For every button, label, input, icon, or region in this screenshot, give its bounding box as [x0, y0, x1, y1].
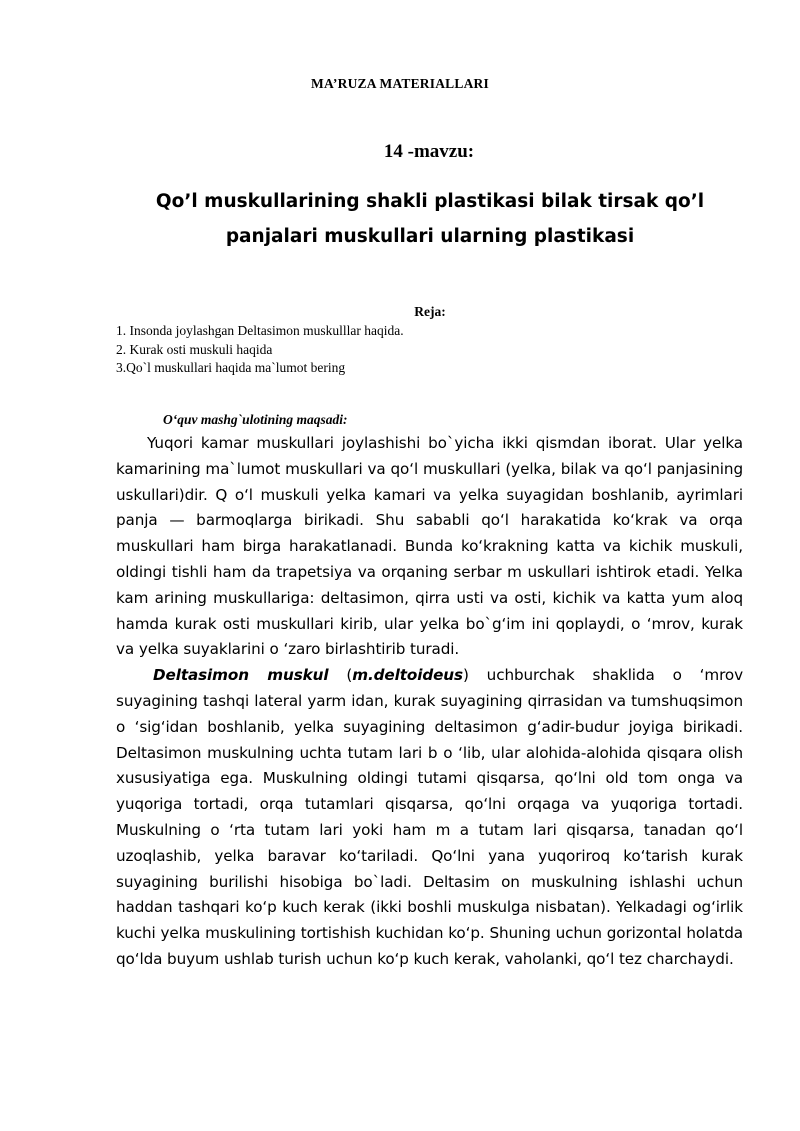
body-paragraph-1: Yuqori kamar muskullari joylashishi bo`yicha ikki qismdan iborat. Ular yelka kamarining ma`lumot muskullari va qo‘l muskullari (yelka, bilak va qo‘l panjasining uskullari)dir. Q o‘l muskuli yelka kamari va yelka suyagidan boshlanib, ayrimlari panja — barmoqlarga birikadi. Shu sababli qo‘l harakatida ko‘krak va orqa muskullari ham birga harakatlanadi. Bunda ko‘krakning katta va kichik muskuli, oldingi tishli ham da trapetsiya va orqaning serbar m uskullari ishtirok etadi. Yelka kam arining muskullariga: deltasimon, qirra usti va osti, kichik va katta yum aloq hamda kurak osti muskullari kirib, ular yelka bo`g‘im ini qoplaydi, o ‘mrov, kurak va yelka suyaklarini o ‘zaro birlashtirib turadi.: [116, 434, 743, 659]
paren-open: (: [328, 666, 353, 685]
body-paragraph-2: [116, 663, 743, 973]
term-deltoid-muscle: Deltasimon muskul: [153, 666, 329, 685]
plan-item: 2. Kurak osti muskuli haqida: [116, 341, 273, 357]
plan-item: 1. Insonda joylashgan Deltasimon muskulllar haqida.: [116, 323, 404, 338]
latin-term: m.deltoideus: [352, 666, 463, 685]
topic-number: 14 -mavzu:: [383, 141, 475, 162]
document-header: MA’RUZA MATERIALLARI: [311, 76, 489, 91]
paragraph-2-text: ) uchburchak shaklida o ‘mrov suyagining tashqi lateral yarm idan, kurak suyagining qirrasidan va tumshuqsimon o ‘sig‘idan boshlanib, yelka suyagining deltasimon g‘adir-budur joyiga birikadi. Deltasimon muskulning uchta tutam lari b o ‘lib, ular alohida-alohida qisqara olish xususiyatiga ega. Muskulning oldingi tutami qisqarsa, qo‘lni old tom onga va yuqoriga tortadi, orqa tutamlari qisqarsa, qo‘lni orqaga va yuqoriga tortadi. Muskulning o ‘rta tutam lari yoki ham m a tutam lari qisqarsa, tanadan qo‘l uzoqlashib, yelka baravar ko‘tariladi. Qo‘lni yana yuqoriroq ko‘tarish kurak suyagining burilishi hisobiga bo`ladi. Deltasim on muskulning ishlashi uchun haddan tashqari ko‘p kuch kerak (ikki boshli muskulga nisbatan). Yelkadagi og‘irlik kuchi yelka muskulining tortishish kuchidan ko‘p. Shuning uchun gorizontal holatda qo‘lda buyum ushlab turish uchun ko‘p kuch kerak, vaholanki, qo‘l tez charchaydi.: [116, 666, 743, 968]
plan-list: [116, 322, 404, 378]
plan-item: 3.Qo`l muskullari haqida ma`lumot bering: [116, 360, 346, 375]
body-text: [116, 431, 743, 973]
lecture-title: Qo’l muskullarining shakli plastikasi bilak tirsak qo’l panjalari muskullari ularning plastikasi: [155, 191, 705, 247]
goal-heading: O‘quv mashg`ulotining maqsadi:: [163, 412, 348, 427]
plan-heading: Reja:: [414, 304, 446, 319]
